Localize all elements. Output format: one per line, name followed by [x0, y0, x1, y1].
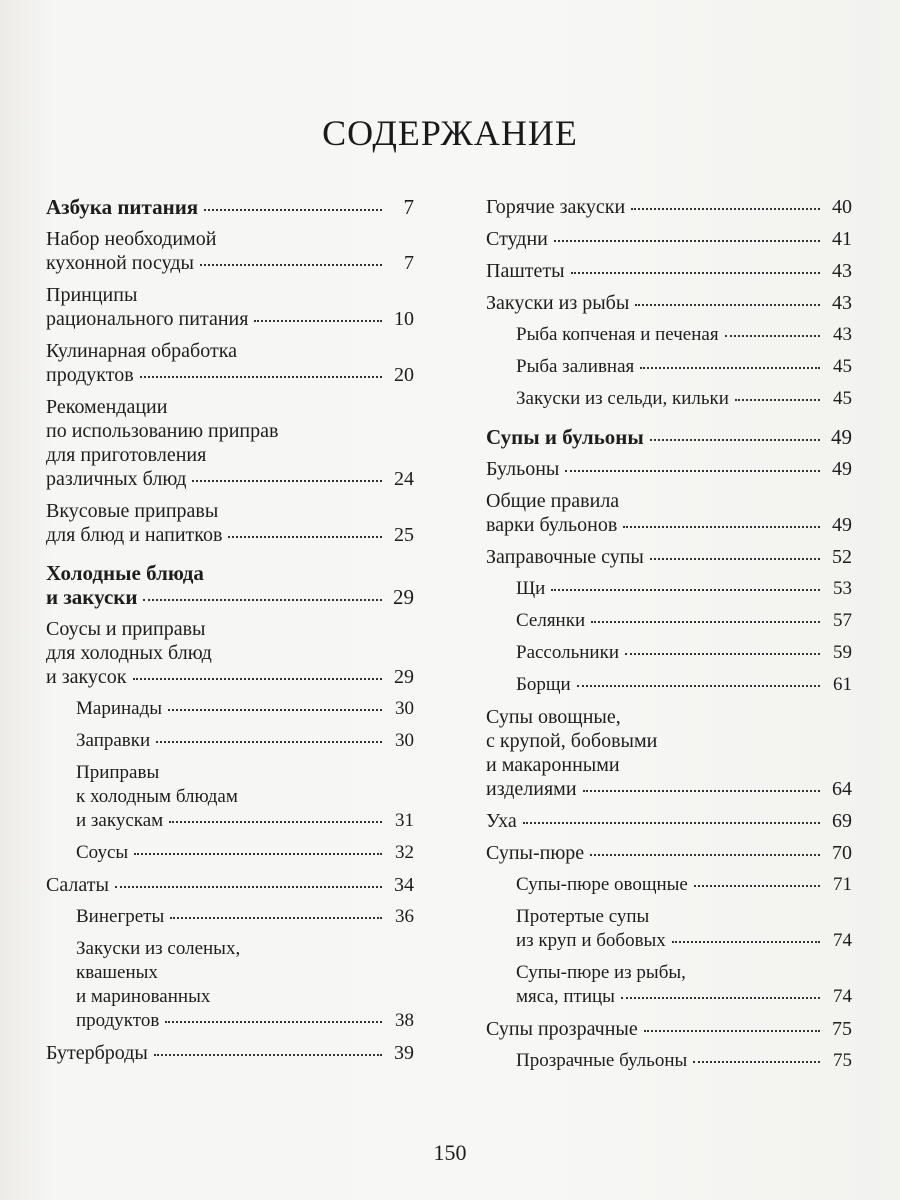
toc-entry-title-line: Соусы и приправы [46, 618, 206, 640]
dot-leader [565, 470, 820, 472]
toc-page-number: 59 [833, 642, 852, 663]
toc-page-number: 29 [394, 666, 414, 688]
dot-leader [623, 526, 820, 528]
toc-entry [486, 457, 852, 481]
toc-entry [516, 355, 852, 379]
toc-entry-title-line: к холодным блюдам [76, 786, 238, 807]
dot-leader [577, 685, 820, 687]
toc-entry-title-line: различных блюд [46, 468, 187, 490]
toc-entry-title-line: Вкусовые приправы [46, 500, 219, 522]
toc-entry-title-line: Селянки [516, 610, 586, 631]
toc-entry [46, 395, 414, 491]
toc-entry-title-line: Прозрачные бульоны [516, 1050, 688, 1071]
toc-entry-title-line: и закускам [76, 810, 164, 831]
toc-entry [486, 227, 852, 251]
toc-page-number: 64 [832, 778, 852, 800]
toc-entry [76, 761, 414, 833]
toc-entry-title-line: и закуски [46, 585, 138, 609]
toc-entry-title-line: Супы и бульоны [486, 425, 644, 449]
toc-entry-title-line: Протертые супы [516, 906, 650, 927]
toc-entry-title-line: Кулинарная обработка [46, 340, 237, 362]
toc-entry-title-line: для холодных блюд [46, 642, 212, 664]
toc-entry [76, 841, 414, 865]
toc-entry-title-line: Бутерброды [46, 1042, 148, 1064]
toc-entry [486, 1017, 852, 1041]
toc-entry-title-line: варки бульонов [486, 514, 618, 536]
toc-page-number: 45 [833, 356, 852, 377]
toc-page-number: 75 [833, 1050, 852, 1071]
toc-entry-title-line: Рыба заливная [516, 356, 635, 377]
dot-leader [644, 1030, 820, 1032]
dot-leader [725, 335, 820, 337]
toc-entry [486, 705, 852, 801]
toc-entry-title-line: Набор необходимой [46, 228, 217, 250]
toc-page-number: 43 [832, 260, 852, 282]
toc-entry [46, 617, 414, 689]
dot-leader [165, 1021, 382, 1023]
toc-entry-title-line: и закусок [46, 666, 127, 688]
toc-entry-title-line: рационального питания [46, 308, 249, 330]
toc-entry-title-line: Горячие закуски [486, 196, 626, 218]
toc-page-number: 57 [833, 610, 852, 631]
dot-leader [228, 536, 382, 538]
toc-right-column [486, 195, 852, 1081]
dot-leader [590, 854, 820, 856]
toc-entry [76, 729, 414, 753]
toc-entry-title-line: Рыба копченая и печеная [516, 324, 719, 345]
dot-leader [154, 1054, 382, 1056]
toc-entry-title-line: Приправы [76, 762, 160, 783]
toc-entry [486, 259, 852, 283]
dot-leader [204, 209, 382, 211]
toc-entry-title-line: Бульоны [486, 458, 560, 480]
toc-page-number: 69 [832, 810, 852, 832]
toc-page-number: 34 [394, 874, 414, 896]
toc-entry [46, 283, 414, 331]
toc-page-number: 7 [403, 195, 414, 219]
toc-page-number: 61 [833, 674, 852, 695]
toc-page-number: 74 [833, 930, 852, 951]
toc-page-number: 39 [394, 1042, 414, 1064]
toc-entry-title-line: Холодные блюда [46, 561, 204, 585]
dot-leader [650, 439, 820, 441]
toc-entry [46, 195, 414, 219]
toc-entry-title-line: квашеных [76, 962, 158, 983]
toc-entry [486, 489, 852, 537]
toc-page-number: 43 [833, 324, 852, 345]
dot-leader [693, 1061, 820, 1063]
toc-entry-title-line: Закуски из рыбы [486, 292, 630, 314]
dot-leader [200, 264, 382, 266]
dot-leader [735, 399, 820, 401]
toc-entry [516, 1049, 852, 1073]
toc-page-number: 41 [832, 228, 852, 250]
toc-entry-title-line: и маринованных [76, 986, 211, 1007]
dot-leader [134, 853, 382, 855]
toc-entry [486, 195, 852, 219]
toc-entry-title-line: Закуски из сельди, кильки [516, 388, 729, 409]
toc-page-number: 49 [832, 514, 852, 536]
dot-leader [168, 709, 382, 711]
toc-entry-title-line: и макаронными [486, 754, 620, 776]
toc-page-number: 52 [832, 546, 852, 568]
toc-entry-title-line: Соусы [76, 842, 129, 863]
toc-entry-title-line: Паштеты [486, 260, 565, 282]
toc-page-number: 70 [832, 842, 852, 864]
toc-entry-title-line: Заправки [76, 730, 151, 751]
dot-leader [621, 997, 820, 999]
dot-leader [254, 320, 382, 322]
toc-entry [516, 905, 852, 953]
dot-leader [169, 821, 382, 823]
toc-entry-title-line: Заправочные супы [486, 546, 644, 568]
dot-leader [672, 941, 820, 943]
toc-entry-title-line: изделиями [486, 778, 577, 800]
dot-leader [625, 653, 820, 655]
toc-entry [76, 937, 414, 1033]
toc-entry [46, 339, 414, 387]
toc-entry [516, 323, 852, 347]
toc-entry [516, 641, 852, 665]
toc-entry [516, 387, 852, 411]
toc-entry [46, 499, 414, 547]
toc-page-number: 74 [833, 986, 852, 1007]
page-number: 150 [433, 1140, 467, 1165]
toc-page-number: 75 [832, 1018, 852, 1040]
toc-entry-title-line: Супы овощные, [486, 706, 621, 728]
toc-page-number: 30 [395, 730, 414, 751]
toc-entry-title-line: Супы-пюре овощные [516, 874, 688, 895]
toc-entry-title-line: для приготовления [46, 444, 207, 466]
dot-leader [650, 558, 820, 560]
toc-page-number: 32 [395, 842, 414, 863]
toc-entry-title-line: Рассольники [516, 642, 619, 663]
toc-page-number: 25 [394, 524, 414, 546]
toc-entry-title-line: Уха [486, 810, 517, 832]
toc-page-number: 31 [395, 810, 414, 831]
toc-entry-title-line: Супы-пюре из рыбы, [516, 962, 686, 983]
toc-entry-title-line: Щи [516, 578, 546, 599]
toc-entry-title-line: Принципы [46, 284, 138, 306]
toc-entry-title-line: Борщи [516, 674, 571, 695]
toc-entry [486, 545, 852, 569]
dot-leader [192, 480, 382, 482]
dot-leader [156, 741, 382, 743]
dot-leader [143, 599, 382, 601]
toc-entry-title-line: Закуски из соленых, [76, 938, 241, 959]
dot-leader [523, 822, 820, 824]
toc-entry [46, 873, 414, 897]
toc-entry [486, 809, 852, 833]
toc-page-number: 40 [832, 196, 852, 218]
toc-page-number: 7 [404, 252, 414, 274]
toc-entry [46, 227, 414, 275]
dot-leader [554, 240, 820, 242]
toc-entry [516, 873, 852, 897]
toc-entry-title-line: мяса, птицы [516, 986, 615, 1007]
toc-page-number: 24 [394, 468, 414, 490]
dot-leader [694, 885, 820, 887]
toc-entry-title-line: Винегреты [76, 906, 165, 927]
toc-entry [486, 841, 852, 865]
toc-page-number: 45 [833, 388, 852, 409]
toc-entry [76, 697, 414, 721]
toc-page-number: 49 [832, 458, 852, 480]
toc-entry-title-line: Супы-пюре [486, 842, 585, 864]
toc-entry-title-line: продуктов [46, 364, 134, 386]
toc-page-number: 53 [833, 578, 852, 599]
toc-page-number: 36 [395, 906, 414, 927]
toc-entry-title-line: продуктов [76, 1010, 160, 1031]
dot-leader [640, 367, 820, 369]
toc-entry-title-line: Студни [486, 228, 548, 250]
toc-entry-title-line: кухонной посуды [46, 252, 194, 274]
dot-leader [591, 621, 820, 623]
toc-entry [486, 291, 852, 315]
dot-leader [170, 917, 382, 919]
dot-leader [140, 376, 382, 378]
toc-entry-title-line: с крупой, бобовыми [486, 730, 658, 752]
dot-leader [551, 589, 820, 591]
dot-leader [631, 208, 820, 210]
toc-entry [486, 425, 852, 449]
toc-entry-title-line: из круп и бобовых [516, 930, 666, 951]
toc-page-number: 30 [395, 698, 414, 719]
toc-entry-title-line: Общие правила [486, 490, 620, 512]
toc-page-number: 43 [832, 292, 852, 314]
toc-page-number: 20 [394, 364, 414, 386]
page-title: СОДЕРЖАНИЕ [322, 113, 578, 153]
toc-entry-title-line: для блюд и напитков [46, 524, 223, 546]
dot-leader [571, 272, 820, 274]
toc-entry-title-line: Салаты [46, 874, 109, 896]
toc-entry-title-line: Маринады [76, 698, 163, 719]
toc-entry [46, 561, 414, 609]
toc-entry [516, 673, 852, 697]
dot-leader [133, 678, 382, 680]
toc-entry [516, 609, 852, 633]
toc-page-number: 49 [831, 425, 852, 449]
toc-left-column [46, 195, 414, 1073]
toc-page-number: 71 [833, 874, 852, 895]
toc-entry [516, 961, 852, 1009]
toc-entry [76, 905, 414, 929]
toc-page-number: 38 [395, 1010, 414, 1031]
dot-leader [115, 886, 382, 888]
toc-page-number: 29 [393, 585, 414, 609]
toc-entry-title-line: Азбука питания [46, 195, 199, 219]
toc-page-number: 10 [394, 308, 414, 330]
toc-entry-title-line: Супы прозрачные [486, 1018, 638, 1040]
toc-entry-title-line: Рекомендации [46, 396, 168, 418]
toc-entry [516, 577, 852, 601]
toc-entry [46, 1041, 414, 1065]
dot-leader [583, 790, 820, 792]
dot-leader [635, 304, 820, 306]
toc-entry-title-line: по использованию приправ [46, 420, 279, 442]
